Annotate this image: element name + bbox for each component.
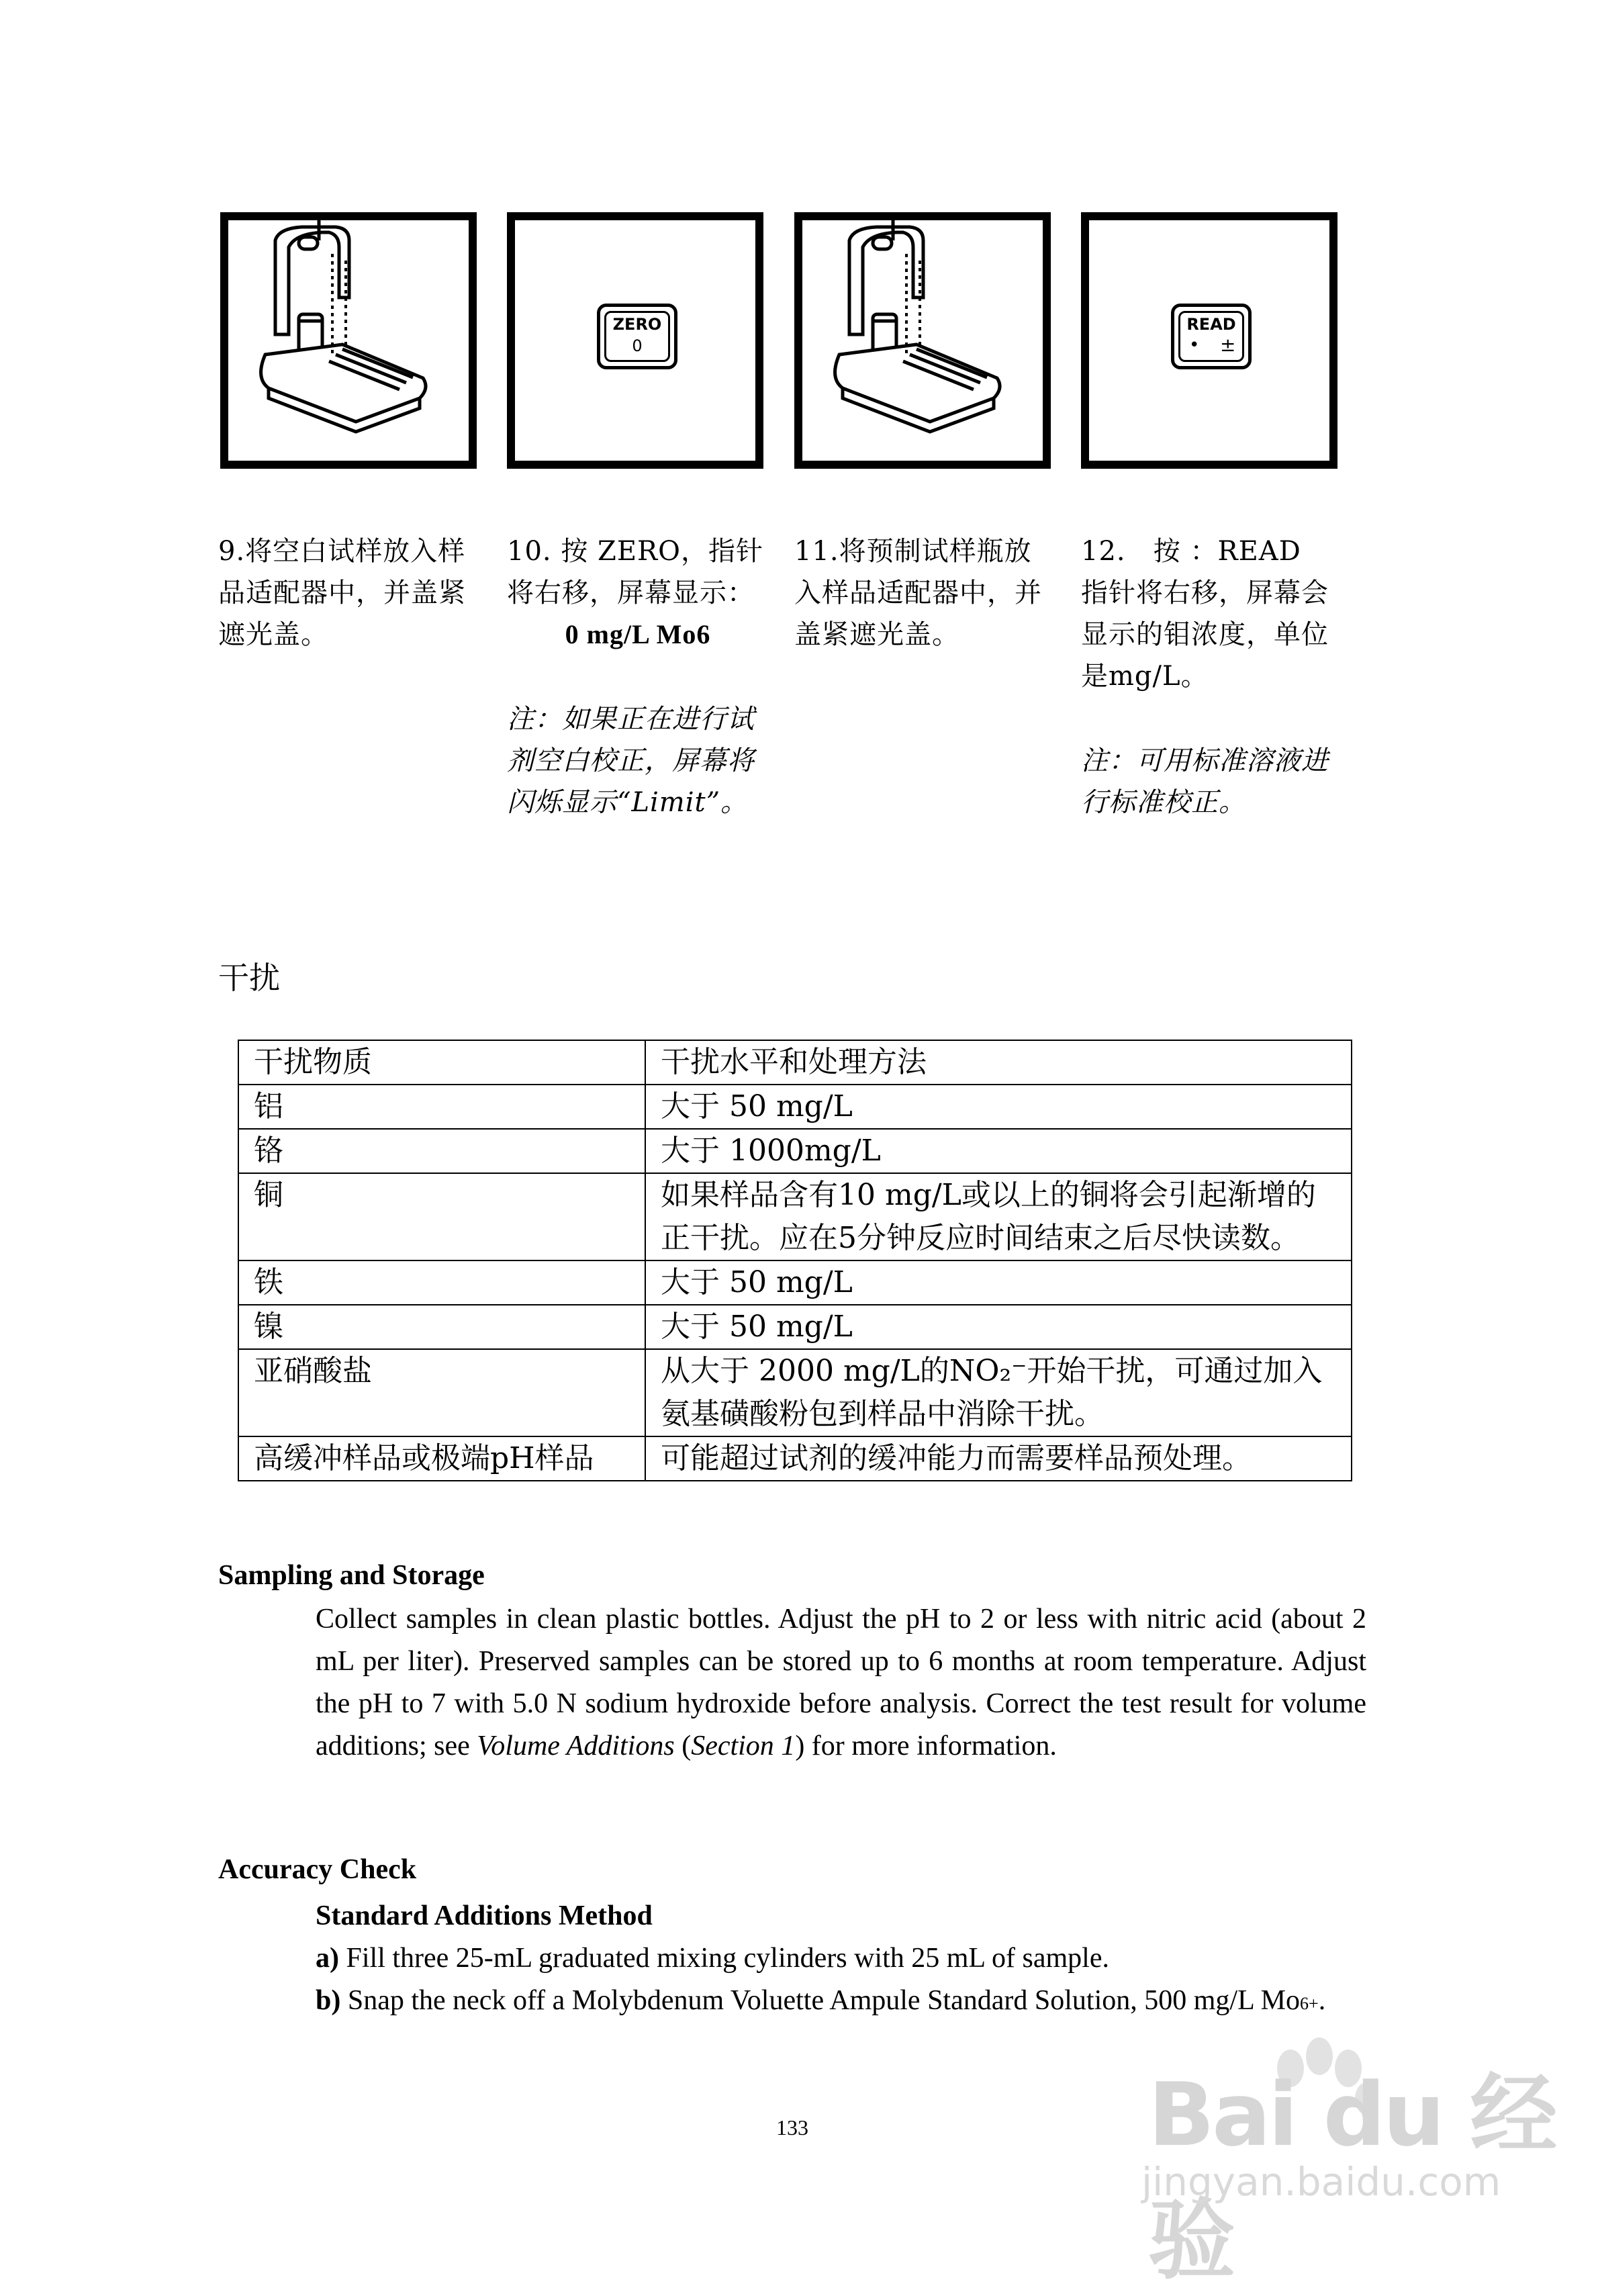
step-11-caption <box>794 531 1056 655</box>
table-row <box>238 1305 1352 1349</box>
table-header-row <box>238 1040 1352 1085</box>
zero-sub-label: 0 <box>632 336 643 355</box>
step-number: 12. <box>1081 536 1126 567</box>
step-a-text: Fill three 25-mL graduated mixing cylinders with 25 mL of sample. <box>339 1943 1109 1974</box>
step-12-caption <box>1081 531 1343 823</box>
read-plusminus-icon: ± <box>1220 334 1236 356</box>
step-text-a: 按 ：READ <box>1153 536 1301 567</box>
read-dot-icon: • <box>1189 335 1200 355</box>
step-b-end: . <box>1318 1985 1326 2016</box>
step-number: 11. <box>794 536 839 567</box>
level-cell: 大于 1000mg/L <box>645 1129 1352 1173</box>
table-row <box>238 1436 1352 1481</box>
figure-insert-sample <box>794 212 1051 469</box>
interference-heading: 干扰 <box>218 960 280 996</box>
level-cell: 如果样品含有10 mg/L或以上的铜将会引起渐增的正干扰。应在5分钟反应时间结束之后尽快读数。 <box>645 1173 1352 1260</box>
level-cell: 大于 50 mg/L <box>645 1085 1352 1129</box>
sampling-text: ) for more information. <box>795 1731 1057 1761</box>
figure-read-button <box>1081 212 1337 469</box>
substance-cell: 铜 <box>238 1173 645 1260</box>
volume-additions-ref: Volume Additions <box>477 1731 675 1761</box>
zero-button-illustration <box>597 304 677 369</box>
header-cell: 干扰水平和处理方法 <box>645 1040 1352 1085</box>
standard-additions-heading: Standard Additions Method <box>316 1900 653 1931</box>
step-9-caption <box>218 531 480 655</box>
level-cell: 可能超过试剂的缓冲能力而需要样品预处理。 <box>645 1436 1352 1481</box>
zero-label: ZERO <box>612 315 662 334</box>
step-10-caption <box>507 531 769 823</box>
watermark-logo-text: Bai du 经验 <box>1148 2064 1555 2291</box>
step-text: 将预制试样瓶放入样品适配器中，并盖紧遮光盖。 <box>794 536 1042 650</box>
figure-insert-blank <box>220 212 477 469</box>
substance-cell: 亚硝酸盐 <box>238 1349 645 1436</box>
step-text: 将空白试样放入样品适配器中，并盖紧遮光盖。 <box>218 536 466 650</box>
step-b <box>316 1980 1366 2025</box>
read-label: READ <box>1186 315 1236 334</box>
level-cell: 从大于 2000 mg/L的NO₂⁻开始干扰，可通过加入氨基磺酸粉包到样品中消除干扰。 <box>645 1349 1352 1436</box>
step-text-b: 指针将右移，屏幕会显示的钼浓度，单位是mg/L。 <box>1081 578 1329 692</box>
section-ref: Section 1 <box>691 1731 796 1761</box>
display-reading: 0 mg/L Mo6 <box>565 619 711 649</box>
step-number: 9. <box>218 536 246 567</box>
substance-cell: 镍 <box>238 1305 645 1349</box>
table-row <box>238 1349 1352 1436</box>
step-number: 10. <box>507 536 552 567</box>
accuracy-heading: Accuracy Check <box>218 1854 417 1885</box>
substance-cell: 铁 <box>238 1260 645 1305</box>
instrument-illustration-2 <box>802 220 1043 461</box>
step-text: 按 ZERO，指针将右移，屏幕显示： <box>507 536 763 608</box>
level-cell: 大于 50 mg/L <box>645 1305 1352 1349</box>
interference-table <box>238 1040 1352 1481</box>
read-button-illustration <box>1171 304 1252 369</box>
step-b-text: Snap the neck off a Molybdenum Voluette Ampule Standard Solution, 500 mg/L Mo <box>340 1985 1301 2016</box>
instrument-illustration <box>228 220 469 461</box>
table-row <box>238 1129 1352 1173</box>
substance-cell: 铬 <box>238 1129 645 1173</box>
step-b-label: b) <box>316 1985 341 2016</box>
page-number: 133 <box>776 2115 808 2140</box>
level-cell: 大于 50 mg/L <box>645 1260 1352 1305</box>
figure-zero-button <box>507 212 763 469</box>
sampling-paragraph <box>316 1598 1366 1767</box>
table-row <box>238 1085 1352 1129</box>
sampling-heading: Sampling and Storage <box>218 1560 485 1591</box>
step-note: 注：如果正在进行试剂空白校正，屏幕将闪烁显示“Limit”。 <box>507 704 755 818</box>
sampling-text: Collect samples in clean plastic bottles. Adjust the pH to 2 or less with nitric acid (about 2 mL per liter). Preserved samples can be stored up to 6 months at room temperature. Adjust the pH to 7 with 5.0 N sodium hydroxide before analysis. Correct the test result for volume additions; see <box>316 1604 1366 1761</box>
step-note: 注：可用标准溶液进行标准校正。 <box>1081 745 1329 818</box>
step-b-superscript: 6+ <box>1300 1994 1319 2013</box>
table-row <box>238 1260 1352 1305</box>
substance-cell: 高缓冲样品或极端pH样品 <box>238 1436 645 1481</box>
step-a <box>316 1937 1366 1980</box>
header-cell: 干扰物质 <box>238 1040 645 1085</box>
sampling-text: ( <box>674 1731 692 1761</box>
table-row <box>238 1173 1352 1260</box>
watermark-url: jingyan.baidu.com <box>1141 2159 1501 2205</box>
step-a-label: a) <box>316 1943 339 1974</box>
substance-cell: 铝 <box>238 1085 645 1129</box>
